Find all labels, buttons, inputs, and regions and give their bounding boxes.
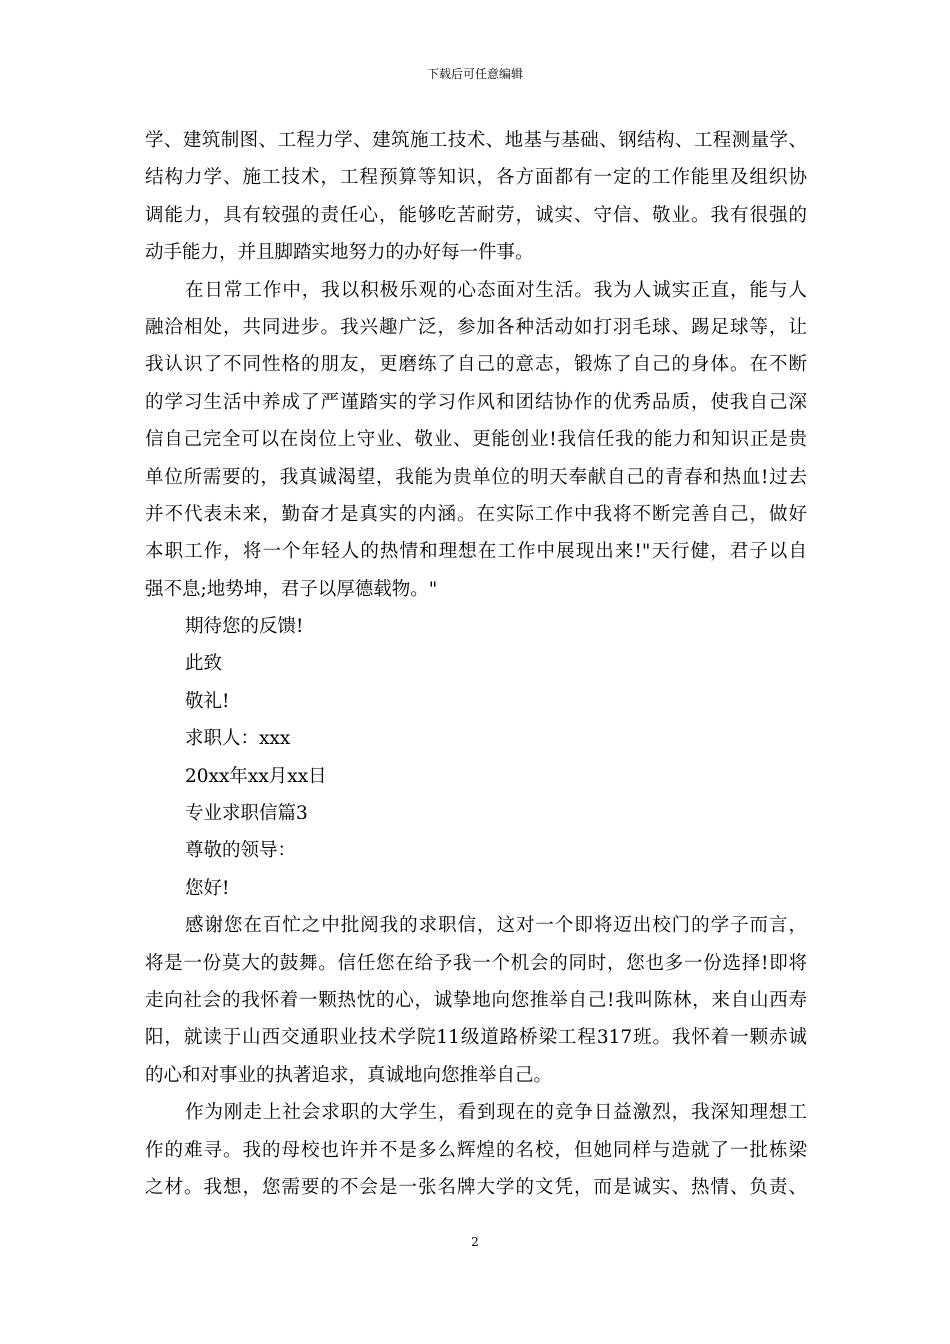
text-line: 走向社会的我怀着一颗热忱的心，诚挚地向您推举自己!我叫陈林，来自山西寿 (145, 989, 807, 1011)
text-line: 作为刚走上社会求职的大学生，看到现在的竞争日益激烈，我深知理想工 (185, 1102, 807, 1124)
text-line: 将是一份莫大的鼓舞。信任您在给予我一个机会的同时，您也多一份选择!即将 (145, 952, 807, 974)
text-line: 在日常工作中，我以积极乐观的心态面对生活。我为人诚实正直，能与人 (185, 279, 807, 301)
text-line: 作的难寻。我的母校也许并不是多么辉煌的名校，但她同样与造就了一批栋梁 (145, 1139, 807, 1161)
text-line: 动手能力，并且脚踏实地努力的办好每一件事。 (145, 242, 534, 264)
text-line: 强不息;地势坤，君子以厚德载物。" (145, 578, 438, 600)
text-line: 并不代表未来，勤奋才是真实的内涵。在实际工作中我将不断完善自己，做好 (145, 503, 807, 525)
text-line: 期待您的反馈! (185, 616, 304, 638)
text-line: 20xx年xx月xx日 (185, 765, 327, 787)
text-line: 本职工作，将一个年轻人的热情和理想在工作中展现出来!"天行健，君子以自 (145, 541, 807, 563)
text-line: 的心和对事业的执著追求，真诚地向您推举自己。 (145, 1064, 553, 1086)
page-header-note: 下载后可任意编辑 (426, 67, 523, 81)
text-line: 求职人：xxx (185, 728, 291, 750)
text-line: 尊敬的领导： (185, 840, 297, 862)
text-line: 您好! (185, 877, 230, 899)
text-line: 融洽相处，共同进步。我兴趣广泛，参加各种活动如打羽毛球、踢足球等，让 (145, 316, 807, 338)
page-number: 2 (471, 1235, 479, 1249)
text-line: 专业求职信篇3 (185, 803, 308, 825)
text-line: 结构力学、施工技术，工程预算等知识，各方面都有一定的工作能里及组织协 (145, 167, 807, 189)
text-line: 敬礼! (185, 690, 230, 712)
text-line: 信自己完全可以在岗位上守业、敬业、更能创业!我信任我的能力和知识正是贵 (145, 429, 807, 451)
text-line: 学、建筑制图、工程力学、建筑施工技术、地基与基础、钢结构、工程测量学、 (145, 130, 807, 151)
text-line: 之材。我想，您需要的不会是一张名牌大学的文凭，而是诚实、热情、负责、 (145, 1176, 807, 1198)
text-line: 单位所需要的，我真诚渴望，我能为贵单位的明天奉献自己的青春和热血!过去 (145, 466, 807, 488)
text-line: 感谢您在百忙之中批阅我的求职信，这对一个即将迈出校门的学子而言， (185, 915, 807, 937)
text-line: 调能力，具有较强的责任心，能够吃苦耐劳，诚实、守信、敬业。我有很强的 (145, 204, 807, 226)
text-line: 的学习生活中养成了严谨踏实的学习作风和团结协作的优秀品质，使我自己深 (145, 391, 807, 413)
text-line: 此致 (185, 653, 223, 675)
text-line: 阳，就读于山西交通职业技术学院11级道路桥梁工程317班。我怀着一颗赤诚 (145, 1027, 807, 1049)
document-body (145, 122, 807, 1206)
text-line: 我认识了不同性格的朋友，更磨练了自己的意志，锻炼了自己的身体。在不断 (145, 354, 807, 376)
